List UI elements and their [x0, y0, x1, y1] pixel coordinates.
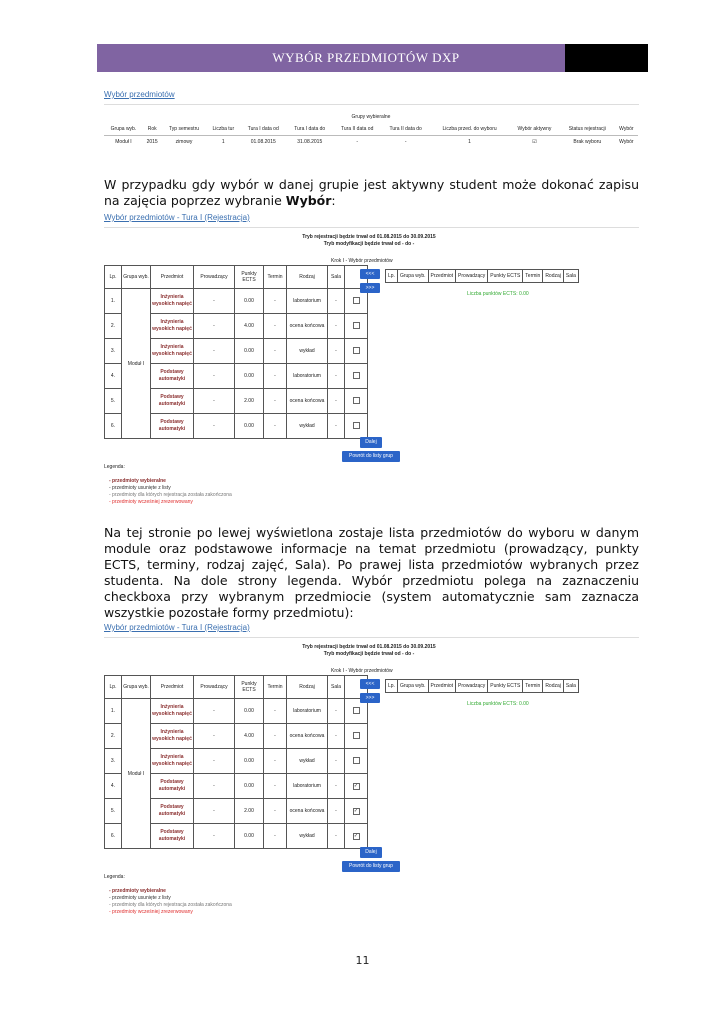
next-button[interactable]: Dalej — [360, 437, 382, 448]
groups-header-row — [104, 123, 638, 136]
subject-name: Podstawy automatyki — [151, 364, 194, 389]
room-cell: - — [328, 314, 345, 339]
registration-title: Wybór przedmiotów - Tura I (Rejestracja) — [104, 623, 250, 632]
class-type-cell: wykład — [287, 339, 328, 364]
row-number: 1. — [105, 289, 122, 314]
room-cell: - — [328, 339, 345, 364]
row-number: 6. — [105, 824, 122, 849]
column-header: Wybór aktywny — [509, 123, 560, 136]
ects-cell: 0.00 — [235, 289, 264, 314]
class-type-cell: wykład — [287, 749, 328, 774]
paragraph-1 — [104, 177, 639, 209]
subject-checkbox[interactable] — [353, 707, 360, 714]
class-type-cell: wykład — [287, 824, 328, 849]
column-header: Prowadzący — [194, 676, 235, 699]
column-header: Termin — [264, 266, 287, 289]
registration-period: Tryb rejestracji będzie trwał od 01.08.2015 do 30.09.2015 — [302, 234, 436, 240]
back-to-groups-button[interactable]: Powrót do listy grup — [342, 861, 400, 872]
class-type-cell: laboratorium — [287, 699, 328, 724]
row-number: 5. — [105, 389, 122, 414]
paragraph-2: Na tej stronie po lewej wyświetlona zostaje lista przedmiotów do wyboru w danym module oraz podstawowe informacje na temat przedmiotu (prowadzący, punkty ECTS, terminy, rodzaj zajęć, Sala). Po prawej lista przedmiotów wybranych przez studenta. Na dole strony legenda. Wybór przedmiotu polega na zaznaczeniu checkboxa przy wybranym przedmiocie (system automatycznie sam zaznacza wszystkie pozostałe formy przedmiotu): — [104, 525, 639, 620]
selection-title[interactable]: Wybór przedmiotów — [104, 90, 175, 99]
column-header: Termin — [523, 270, 543, 283]
column-header: Rok — [143, 123, 162, 136]
selected-subjects-table — [385, 269, 579, 283]
select-link[interactable]: Wybór — [619, 139, 634, 145]
step-label: Krok I - Wybór przedmiotów — [331, 258, 393, 264]
row-number: 3. — [105, 749, 122, 774]
subject-name: Inżynieria wysokich napięć — [151, 314, 194, 339]
subject-checkbox[interactable] — [353, 297, 360, 304]
subject-checkbox[interactable] — [353, 757, 360, 764]
room-cell: - — [328, 289, 345, 314]
column-header: Tura II data do — [381, 123, 429, 136]
term-cell: - — [264, 364, 287, 389]
row-number: 3. — [105, 339, 122, 364]
legend-item: - przedmioty wcześniej zrezerwowany — [109, 909, 193, 915]
column-header: Punkty ECTS — [235, 266, 264, 289]
table-cell: 01.08.2015 — [250, 139, 276, 145]
checkbox-cell — [345, 799, 368, 824]
registration-title: Wybór przedmiotów - Tura I (Rejestracja) — [104, 213, 250, 222]
subject-name: Podstawy automatyki — [151, 774, 194, 799]
subject-name: Podstawy automatyki — [151, 824, 194, 849]
legend-title: Legenda: — [104, 874, 125, 880]
paragraph-text: W przypadku gdy wybór w danej grupie jest aktywny student może dokonać zapisu na zajęcia poprzez wybranie — [104, 177, 639, 208]
move-right-button[interactable]: >>> — [360, 283, 380, 293]
lecturer-cell: - — [194, 364, 235, 389]
column-header: Liczba tur — [207, 123, 240, 136]
registration-info — [104, 644, 634, 658]
legend — [109, 478, 232, 506]
term-cell: - — [264, 749, 287, 774]
ects-cell: 0.00 — [235, 749, 264, 774]
room-cell: - — [328, 824, 345, 849]
column-header: Przedmiot — [428, 680, 456, 693]
class-type-cell: wykład — [287, 414, 328, 439]
column-header: Rodzaj — [543, 680, 564, 693]
row-number: 4. — [105, 364, 122, 389]
ects-cell: 0.00 — [235, 339, 264, 364]
column-header: Sala — [328, 676, 345, 699]
subject-checkbox[interactable]: ✓ — [353, 782, 359, 789]
column-header: Termin — [264, 676, 287, 699]
group-label: Grupy wybieralne — [351, 114, 391, 120]
row-number: 6. — [105, 414, 122, 439]
divider — [104, 227, 639, 228]
screenshot-registration-selected — [104, 623, 639, 923]
column-header: Wybór — [615, 123, 638, 136]
room-cell: - — [328, 364, 345, 389]
subject-checkbox[interactable]: ✓ — [353, 832, 359, 839]
class-type-cell: ocena końcowa — [287, 389, 328, 414]
screenshot-selection-summary — [104, 90, 639, 148]
subject-name: Podstawy automatyki — [151, 414, 194, 439]
checkbox-cell — [345, 314, 368, 339]
lecturer-cell: - — [194, 724, 235, 749]
subject-name: Inżynieria wysokich napięć — [151, 289, 194, 314]
ects-cell: 4.00 — [235, 724, 264, 749]
row-number: 1. — [105, 699, 122, 724]
checkbox-cell — [345, 414, 368, 439]
table-header-row — [386, 680, 579, 693]
column-header: Lp. — [386, 270, 398, 283]
class-type-cell: laboratorium — [287, 364, 328, 389]
paragraph-end: : — [331, 193, 336, 208]
ects-cell: 0.00 — [235, 364, 264, 389]
subject-name: Inżynieria wysokich napięć — [151, 339, 194, 364]
table-cell: - — [356, 139, 359, 145]
row-number: 4. — [105, 774, 122, 799]
legend-item: - przedmioty wybieralne — [109, 888, 166, 894]
checkbox-cell — [345, 364, 368, 389]
table-cell: 2015 — [146, 139, 158, 145]
column-header: Termin — [523, 680, 543, 693]
column-header: Prowadzący — [456, 270, 488, 283]
table-row — [105, 289, 368, 314]
row-number: 5. — [105, 799, 122, 824]
legend-item: - przedmioty wcześniej zrezerwowany — [109, 499, 193, 505]
ects-total: Liczba punktów ECTS: 0.00 — [467, 291, 529, 297]
term-cell: - — [264, 414, 287, 439]
available-subjects-table — [104, 675, 368, 849]
class-type-cell: laboratorium — [287, 774, 328, 799]
lecturer-cell: - — [194, 414, 235, 439]
column-header: Prowadzący — [194, 266, 235, 289]
room-cell: - — [328, 799, 345, 824]
subject-name: Inżynieria wysokich napięć — [151, 699, 194, 724]
subject-checkbox[interactable] — [353, 372, 360, 379]
table-cell: 1 — [221, 139, 225, 145]
subject-checkbox[interactable] — [353, 347, 360, 354]
column-header: Rodzaj — [287, 266, 328, 289]
column-header: Liczba przed. do wyboru — [430, 123, 509, 136]
table-cell: 1 — [468, 139, 471, 145]
ects-cell: 0.00 — [235, 414, 264, 439]
lecturer-cell: - — [194, 824, 235, 849]
table-cell: 31.08.2015 — [297, 139, 323, 145]
table-cell: zimowy — [175, 139, 193, 145]
column-header: Tura I data od — [240, 123, 286, 136]
legend-item: - przedmioty dla których rejestracja została zakończona — [109, 492, 232, 498]
column-header: Przedmiot — [151, 266, 194, 289]
column-header: Grupa wyb. — [122, 676, 151, 699]
ects-total: Liczba punktów ECTS: 0.00 — [467, 701, 529, 707]
column-header: Lp. — [386, 680, 398, 693]
divider — [104, 104, 639, 105]
column-header: Przedmiot — [428, 270, 456, 283]
table-cell: - — [404, 139, 407, 145]
term-cell: - — [264, 389, 287, 414]
checkbox-cell — [345, 339, 368, 364]
column-header: Typ semestru — [161, 123, 206, 136]
ects-cell: 0.00 — [235, 699, 264, 724]
column-header: Rodzaj — [287, 676, 328, 699]
room-cell: - — [328, 414, 345, 439]
room-cell: - — [328, 724, 345, 749]
checkbox-cell — [345, 749, 368, 774]
legend-item: - przedmioty usunięte z listy — [109, 895, 171, 901]
table-cell: Brak wyboru — [573, 139, 602, 145]
checkbox-cell — [345, 389, 368, 414]
room-cell: - — [328, 389, 345, 414]
lecturer-cell: - — [194, 314, 235, 339]
table-cell: ☑ — [532, 139, 537, 145]
column-header: Punkty ECTS — [235, 676, 264, 699]
column-header: Lp. — [105, 676, 122, 699]
table-row — [104, 136, 638, 149]
modification-period: Tryb modyfikacji będzie trwał od - do - — [323, 651, 415, 657]
group-cell: Moduł I — [122, 699, 151, 849]
move-left-button[interactable]: <<< — [360, 679, 380, 689]
available-subjects-table — [104, 265, 368, 439]
class-type-cell: ocena końcowa — [287, 314, 328, 339]
room-cell: - — [328, 699, 345, 724]
column-header: Grupa wyb. — [122, 266, 151, 289]
term-cell: - — [264, 799, 287, 824]
checkbox-cell — [345, 774, 368, 799]
column-header: Sala — [563, 270, 578, 283]
lecturer-cell: - — [194, 289, 235, 314]
column-header: Punkty ECTS — [488, 270, 523, 283]
legend-title: Legenda: — [104, 464, 125, 470]
class-type-cell: ocena końcowa — [287, 724, 328, 749]
paragraph-bold: Wybór — [285, 193, 332, 208]
ects-cell: 0.00 — [235, 824, 264, 849]
subject-name: Podstawy automatyki — [151, 799, 194, 824]
lecturer-cell: - — [194, 774, 235, 799]
term-cell: - — [264, 699, 287, 724]
column-header: Sala — [328, 266, 345, 289]
legend-item: - przedmioty wybieralne — [109, 478, 166, 484]
move-right-button[interactable]: >>> — [360, 693, 380, 703]
term-cell: - — [264, 314, 287, 339]
table-row — [105, 699, 368, 724]
subject-name: Inżynieria wysokich napięć — [151, 724, 194, 749]
term-cell: - — [264, 289, 287, 314]
table-header-row — [105, 266, 368, 289]
page-number: 11 — [355, 954, 370, 967]
subject-name: Inżynieria wysokich napięć — [151, 749, 194, 774]
row-number: 2. — [105, 314, 122, 339]
table-header-row — [105, 676, 368, 699]
room-cell: - — [328, 749, 345, 774]
term-cell: - — [264, 724, 287, 749]
modification-period: Tryb modyfikacji będzie trwał od - do - — [323, 241, 415, 247]
legend-item: - przedmioty dla których rejestracja została zakończona — [109, 902, 232, 908]
subject-name: Podstawy automatyki — [151, 389, 194, 414]
class-type-cell: laboratorium — [287, 289, 328, 314]
column-header: Grupa wyb. — [397, 680, 428, 693]
legend — [109, 888, 232, 916]
ects-cell: 2.00 — [235, 389, 264, 414]
header-block — [565, 44, 648, 72]
document-title: WYBÓR PRZEDMIOTÓW DXP — [272, 50, 460, 65]
subject-checkbox[interactable] — [353, 422, 360, 429]
registration-period: Tryb rejestracji będzie trwał od 01.08.2015 do 30.09.2015 — [302, 644, 436, 650]
lecturer-cell: - — [194, 749, 235, 774]
row-number: 2. — [105, 724, 122, 749]
column-header: Prowadzący — [456, 680, 488, 693]
checkbox-cell — [345, 824, 368, 849]
column-header: Punkty ECTS — [488, 680, 523, 693]
subject-checkbox[interactable] — [353, 322, 360, 329]
table-cell: Moduł I — [115, 139, 132, 145]
registration-info — [104, 234, 634, 248]
term-cell: - — [264, 824, 287, 849]
column-header: Lp. — [105, 266, 122, 289]
column-header: Rodzaj — [543, 270, 564, 283]
lecturer-cell: - — [194, 339, 235, 364]
move-left-button[interactable]: <<< — [360, 269, 380, 279]
column-header: Sala — [563, 680, 578, 693]
ects-cell: 0.00 — [235, 774, 264, 799]
room-cell: - — [328, 774, 345, 799]
checkbox-cell — [345, 724, 368, 749]
column-header: Grupa wyb. — [397, 270, 428, 283]
next-button[interactable]: Dalej — [360, 847, 382, 858]
back-to-groups-button[interactable]: Powrót do listy grup — [342, 451, 400, 462]
lecturer-cell: - — [194, 799, 235, 824]
subject-checkbox[interactable]: ✓ — [353, 807, 359, 814]
divider — [104, 637, 639, 638]
subject-checkbox[interactable] — [353, 397, 360, 404]
document-header — [97, 44, 648, 72]
legend-item: - przedmioty usunięte z listy — [109, 485, 171, 491]
group-cell: Moduł I — [122, 289, 151, 439]
term-cell: - — [264, 339, 287, 364]
ects-cell: 2.00 — [235, 799, 264, 824]
ects-cell: 4.00 — [235, 314, 264, 339]
column-header: Przedmiot — [151, 676, 194, 699]
step-label: Krok I - Wybór przedmiotów — [331, 668, 393, 674]
subject-checkbox[interactable] — [353, 732, 360, 739]
lecturer-cell: - — [194, 699, 235, 724]
column-header: Grupa wyb. — [104, 123, 143, 136]
lecturer-cell: - — [194, 389, 235, 414]
screenshot-registration-empty — [104, 213, 639, 513]
term-cell: - — [264, 774, 287, 799]
table-header-row — [386, 270, 579, 283]
column-header: Status rejestracji — [560, 123, 615, 136]
selected-subjects-table — [385, 679, 579, 693]
column-header: Tura I data do — [287, 123, 333, 136]
groups-table — [104, 111, 638, 148]
class-type-cell: ocena końcowa — [287, 799, 328, 824]
column-header: Tura II data od — [333, 123, 381, 136]
